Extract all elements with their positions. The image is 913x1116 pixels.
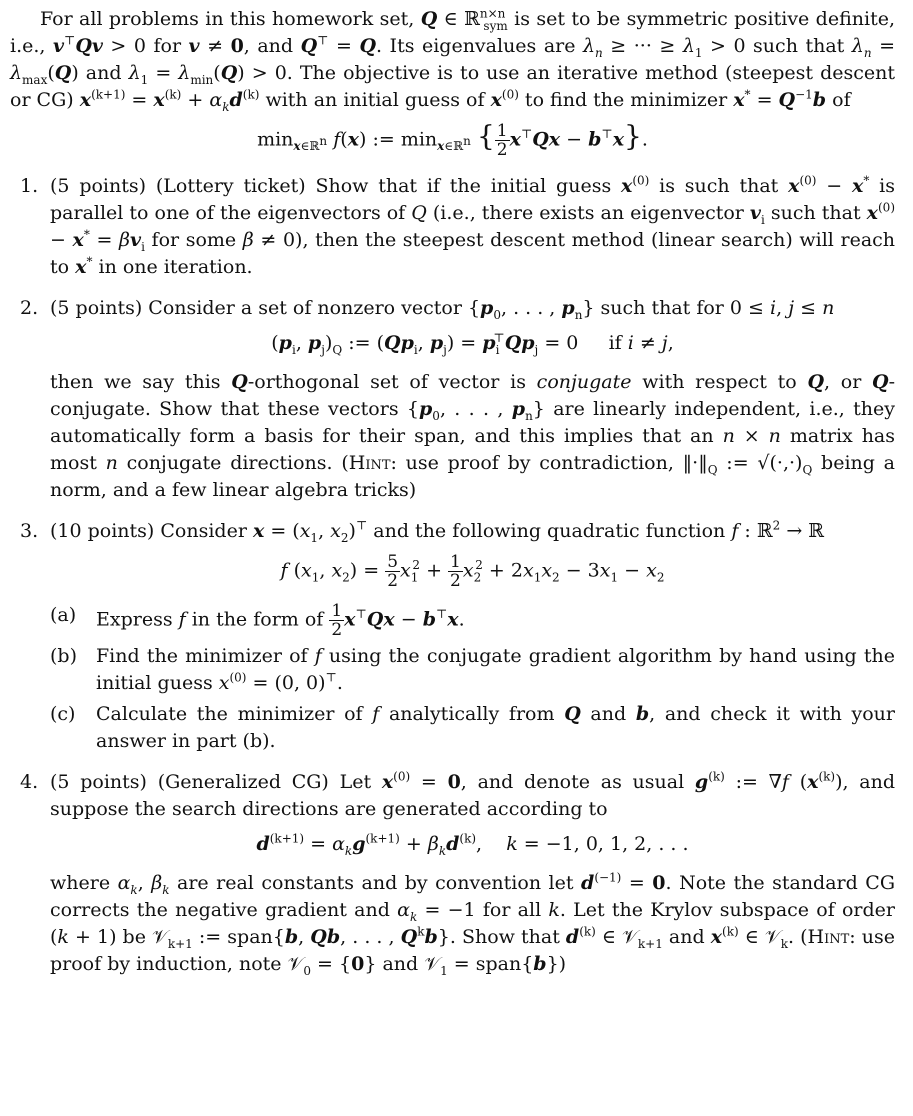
quadratic-function-display: f ($x_1$, $x_2$) = $\frac{5}{2}$ $x_1^2$ + $\frac{1}{2}$ $x_2^2 + 2x_1x_2 - 3x_1 - x_2$	[280, 552, 665, 591]
problem-number: 3.	[20, 520, 39, 542]
problem-text-continued: where $\alpha_k$, $\beta_k$ are real constants and by convention let $d^{(-1)} = 0$. Note the standard CG corrects the negative gradient and $\alpha_k = -1$ for all k. Let the Krylov subspace of order (k + 1) be 𝒱$_{k+1}$ := span{b, Qb, . . . , $Q^kb$}. Show that $d^{(k)}$ ∈ 𝒱$_{k+1}$ and $x^{(k)}$ ∈ 𝒱$_k$. (Hint: use proof by induction, note 𝒱$_0$ = {0} and 𝒱$_1$ = span{b})	[50, 870, 896, 978]
problem-text: (5 points) (Lottery ticket) Show that if the initial guess $x^{(0)}$ is such that $x^{(0)} - x^*$ is parallel to one of the eigenvectors of Q (i.e., there exists an eigenvector $v_i$ such that $x^{(0)} - x^* = \beta v_i$ for some β ≠ 0), then the steepest descent method (linear search) will reach to x* in one iteration.	[50, 173, 896, 278]
problem-text: (5 points) Consider a set of nonzero vector {$p_0$, . . . , $p_n$} such that for 0 ≤ i, j ≤ n	[50, 297, 835, 322]
problem-number: 4.	[20, 771, 39, 793]
part-text: Calculate the minimizer of f analytically from Q and b, and check it with your answer in part (b).	[96, 703, 895, 752]
objective-display: $\min_{x\in ℝ^n} f(x)$ := $\min_{x\in ℝ^n}$ { $\frac{1}{2}$ x⊤Qx − b⊤x}.	[257, 119, 648, 160]
part-text: Express f in the form of $\frac{1}{2}$ x⊤Qx − b⊤x.	[96, 601, 465, 640]
problem-text: (10 points) Consider $x = (x_1$, $x_2)^⊤$ and the following quadratic function f : ℝ$^2$ → ℝ	[50, 518, 825, 545]
problem-number: 2.	[20, 297, 39, 319]
problem-3-part-a	[50, 602, 895, 639]
problem-3-part-c	[50, 701, 895, 755]
part-text: Find the minimizer of f using the conjugate gradient algorithm by hand using the initial guess $x^{(0)} = (0$, 0)⊤.	[96, 645, 895, 694]
problem-3-part-b	[50, 643, 895, 697]
problem-2	[10, 295, 895, 504]
problem-1	[10, 173, 895, 281]
intro-paragraph: For all problems in this homework set, Q ∈ ℝ$^{n\times n}_{sym}$ is set to be symmetric positive definite, i.e., v⊤Qv > 0 for v ≠ 0, and Q⊤ = Q. Its eigenvalues are $\lambda_n$ ≥ ··· ≥ $\lambda_1 > 0$ such that $\lambda_n = \lambda_{max}(Q)$ and $\lambda_1 = \lambda_{min}(Q) > 0$. The objective is to use an iterative method (steepest descent or CG) $x^{(k+1)} = x^{(k)} + \alpha_kd^{(k)}$ with an initial guess of $x^{(0)}$ to find the minimizer $x^* = Q^{-1}b$ of	[10, 6, 896, 114]
problem-3	[10, 518, 895, 755]
part-label: (b)	[50, 645, 77, 667]
homework-page	[10, 6, 895, 978]
problem-text-continued: then we say this Q-orthogonal set of vector is conjugate with respect to Q, or Q-conjugate. Show that these vectors {$p_0$, . . . , $p_n$} are linearly independent, i.e., they automatically form a basis for their span, and this implies that an n × n matrix has most n conjugate directions. (Hint: use proof by contradiction, $‖\cdot‖_Q$ := $√(\cdot,\cdot)_Q$ being a norm, and a few linear algebra tricks)	[50, 371, 896, 501]
part-label: (c)	[50, 703, 76, 725]
search-direction-display: $d^{(k+1)} = \alpha_kg^{(k+1)} + \beta_kd^{(k)}$, k = −1, 0, 1, 2, . . .	[256, 831, 689, 858]
problem-4	[10, 769, 895, 978]
q-inner-product-display: ($p_i$, $p_j)_Q$ := ($Qp_i$, $p_j) = p_i^⊤Qp_j = 0$ if i ≠ j,	[271, 330, 674, 357]
part-label: (a)	[50, 604, 77, 626]
problem-text: (5 points) (Generalized CG) Let $x^{(0)} = 0$, and denote as usual $g^{(k)}$ := ∇f $(x^{(k)})$, and suppose the search directions are generated according to	[50, 769, 896, 820]
problem-number: 1.	[20, 175, 39, 197]
